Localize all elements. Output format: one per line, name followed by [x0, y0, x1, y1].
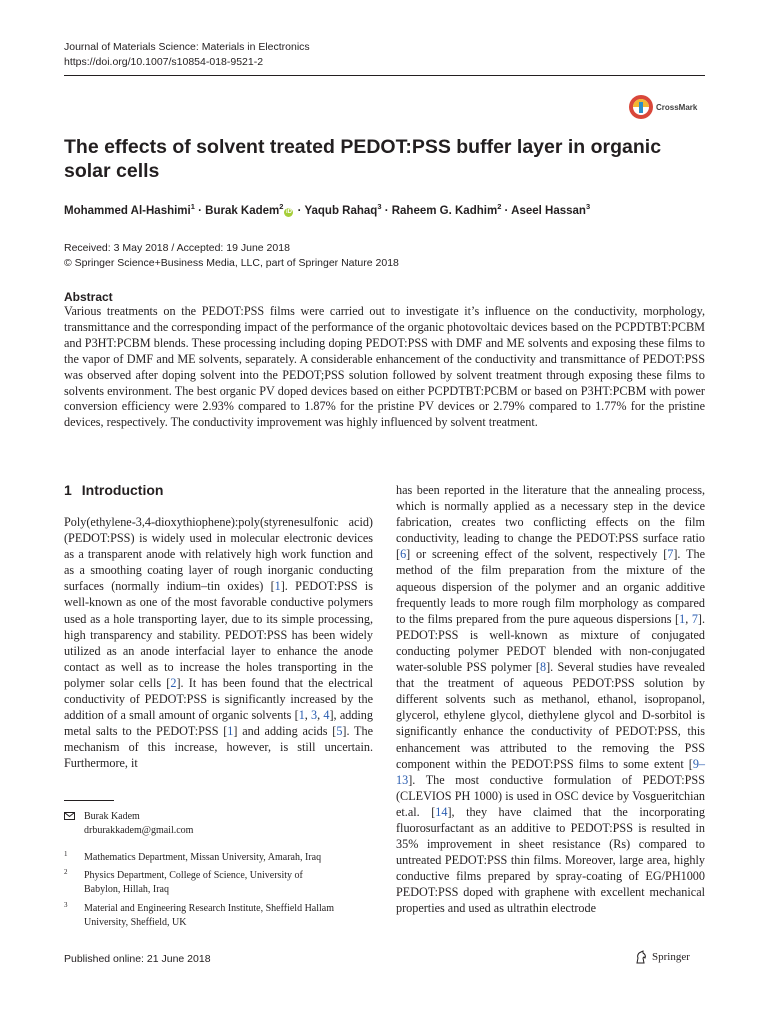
author-list — [64, 202, 590, 217]
citation-link[interactable]: 7 — [667, 547, 674, 562]
citation-link[interactable]: 1 — [227, 724, 234, 739]
corresponding-name: Burak Kadem — [84, 811, 140, 822]
author-separator: · — [501, 204, 512, 217]
citation-link[interactable]: 8 — [539, 660, 547, 675]
section-title: Introduction — [81, 482, 164, 498]
citation-link[interactable]: 2 — [170, 675, 177, 690]
affiliation-text: Mathematics Department, Missan University, Amarah, Iraq — [84, 852, 322, 863]
citation-link[interactable]: 6 — [400, 547, 407, 562]
journal-header — [64, 40, 310, 70]
footnote-rule — [64, 800, 114, 801]
citation-link[interactable]: 7 — [691, 611, 698, 626]
copyright-line: © Springer Science+Business Media, LLC, part of Springer Nature 2018 — [64, 257, 399, 269]
citation-link[interactable]: 1 — [298, 708, 305, 723]
author-affiliation-marker: 2 — [279, 202, 284, 211]
body-column-left: Poly(ethylene-3,4-dioxythiophene):poly(styrenesulfonic acid) (PEDOT:PSS) is widely used in molecular electronic devices as a transparent anode with relatively high work function and as a smoothing coating layer of rough inorganic conducting surfaces (normally indium–tin oxides) [1]. PEDOT:PSS is well-known as one of the most favorable conductive polymers used as a hole transporting layer, due to its simple processing, high transparency and stability. PEDOT:PSS has been widely utilized as an anode interfacial layer to enhance the anode contact as well as to increase the holes transporting in the polymer solar cells [2]. It has been found that the electrical conductivity of PEDOT:PSS is significantly increased by the addition of a small amount of organic solvents [1, 3, 4], adding metal salts to the PEDOT:PSS [1] and adding acids [5]. The mechanism of this increase, however, is still uncertain. Furthermore, it — [64, 515, 373, 771]
springer-horse-icon — [634, 950, 648, 964]
citation-link[interactable]: 9–13 — [396, 756, 705, 787]
mail-icon — [64, 812, 75, 820]
author-separator: · — [294, 204, 305, 217]
section-number: 1 — [64, 482, 72, 498]
author-name[interactable]: Aseel Hassan — [511, 204, 586, 217]
abstract-heading: Abstract — [64, 290, 113, 304]
author-affiliation-marker: 2 — [497, 202, 502, 211]
published-online: Published online: 21 June 2018 — [64, 953, 211, 965]
author-name[interactable]: Burak Kadem — [205, 204, 280, 217]
author-name[interactable]: Mohammed Al-Hashimi — [64, 204, 191, 217]
article-dates — [64, 241, 399, 271]
affiliation-number: 1 — [64, 850, 68, 858]
author-affiliation-marker: 1 — [190, 202, 195, 211]
author-name[interactable]: Raheem G. Kadhim — [391, 204, 498, 217]
author-affiliation-marker: 3 — [585, 202, 591, 211]
author-separator: · — [381, 204, 392, 217]
affiliation-number: 2 — [64, 868, 68, 876]
crossmark-icon — [628, 94, 654, 120]
received-accepted: Received: 3 May 2018 / Accepted: 19 June 2018 — [64, 242, 290, 254]
affiliation-2 — [64, 869, 324, 896]
orcid-icon[interactable]: iD — [285, 208, 292, 215]
citation-link[interactable]: 3 — [311, 708, 318, 723]
citation-link[interactable]: 4 — [323, 708, 330, 723]
citation-link[interactable]: 14 — [435, 804, 448, 819]
abstract-text: Various treatments on the PEDOT:PSS films were carried out to investigate it’s influence on the conductivity, morphology, transmittance and the corresponding impact of the performance of the organic photovoltaic devices based on the PCPDTBT:PCBM and P3HT:PCBM blends. These processing including doping PEDOT:PSS with DMF and ME solvents and exposing these films to the vapor of DMF and ME solvents, separately. A considerable enhancement of the conductivity and transmittance of PEDOT:PSS was observed after doping solvent into the PEDOT;PSS solution followed by solvent treatment through exposing these films to solvents environment. The best organic PV doped devices based on either PCPDTBT:PCBM or based on P3HT:PCBM with power conversion efficiency were 2.93% compared to 1.87% for the pristine PV devices or 2.79% compared to 1.77% for the pristine devices, respectively. The conductivity improvement was highly influenced by solvent treatment. — [64, 304, 705, 430]
citation-link[interactable]: 5 — [336, 724, 343, 739]
section-heading-introduction — [64, 482, 163, 498]
affiliation-1 — [64, 851, 374, 865]
citation-link[interactable]: 1 — [274, 579, 281, 594]
body-column-right: has been reported in the literature that the annealing process, which is normally applied as a necessary step in the device fabrication, creates two conflicting effects on the film conductivity, leading to change the PEDOT:PSS surface ratio [6] or screening effect of the solvent, respectively [7]. The method of the film preparation from the mixture of the aqueous dispersion of the polymer and an organic additive frequently leads to more rough film morphology as compared to the films prepared from the pure aqueous dispersions [1, 7]. PEDOT:PSS is well-known as mixture of conjugated conducting polymer PEDOT blended with non-conjugated water-soluble PSS polymer [8]. Several studies have revealed that the treatment of aqueous PEDOT:PSS solution by different solvents such as methanol, ethanol, isopropanol, glycerol, ethylene glycol, diethylene glycol and D-sorbitol is significantly enhance the conductivity of PEDOT:PSS, this enhancement was attributed to the removing the PSS component within the PEDOT:PSS films to some extent [9–13]. The most conductive formulation of PEDOT:PSS (CLEVIOS PH 1000) is used in OSC device by Vosgueritchian et.al. [14], they have claimed that the incorporating fluorosurfactant as an additive to PEDOT:PSS is resulted in 35% improvement in sheet resistance (Rs) compared to untreated PEDOT:PSS thin films. Moreover, large area, highly conductive films prepared by spray-coating of EG/PH1000 PEDOT:PSS doped with graphene with excellent mechanical properties and used as ultrathin electrode — [396, 483, 706, 916]
corresponding-email[interactable]: drburakkadem@gmail.com — [84, 825, 194, 836]
author-separator: · — [194, 204, 206, 217]
affiliation-text: Physics Department, College of Science, University of Babylon, Hillah, Iraq — [84, 870, 303, 895]
affiliation-text: Material and Engineering Research Institute, Sheffield Hallam University, Sheffield, UK — [84, 903, 335, 928]
affiliation-number: 3 — [64, 901, 68, 909]
citation-link[interactable]: 1 — [679, 611, 686, 626]
journal-name: Journal of Materials Science: Materials in Electronics — [64, 41, 310, 53]
affiliation-3 — [64, 902, 346, 929]
author-affiliation-marker: 3 — [377, 202, 382, 211]
header-rule — [64, 75, 705, 76]
publisher-logo — [634, 950, 690, 964]
corresponding-author — [64, 810, 193, 838]
paper-title: The effects of solvent treated PEDOT:PSS buffer layer in organic solar cells — [64, 136, 662, 182]
crossmark-badge[interactable] — [628, 94, 697, 120]
author-name[interactable]: Yaqub Rahaq — [304, 204, 378, 217]
crossmark-label: CrossMark — [656, 102, 698, 112]
doi-link[interactable]: https://doi.org/10.1007/s10854-018-9521-2 — [64, 56, 264, 68]
publisher-name: Springer — [652, 951, 690, 963]
